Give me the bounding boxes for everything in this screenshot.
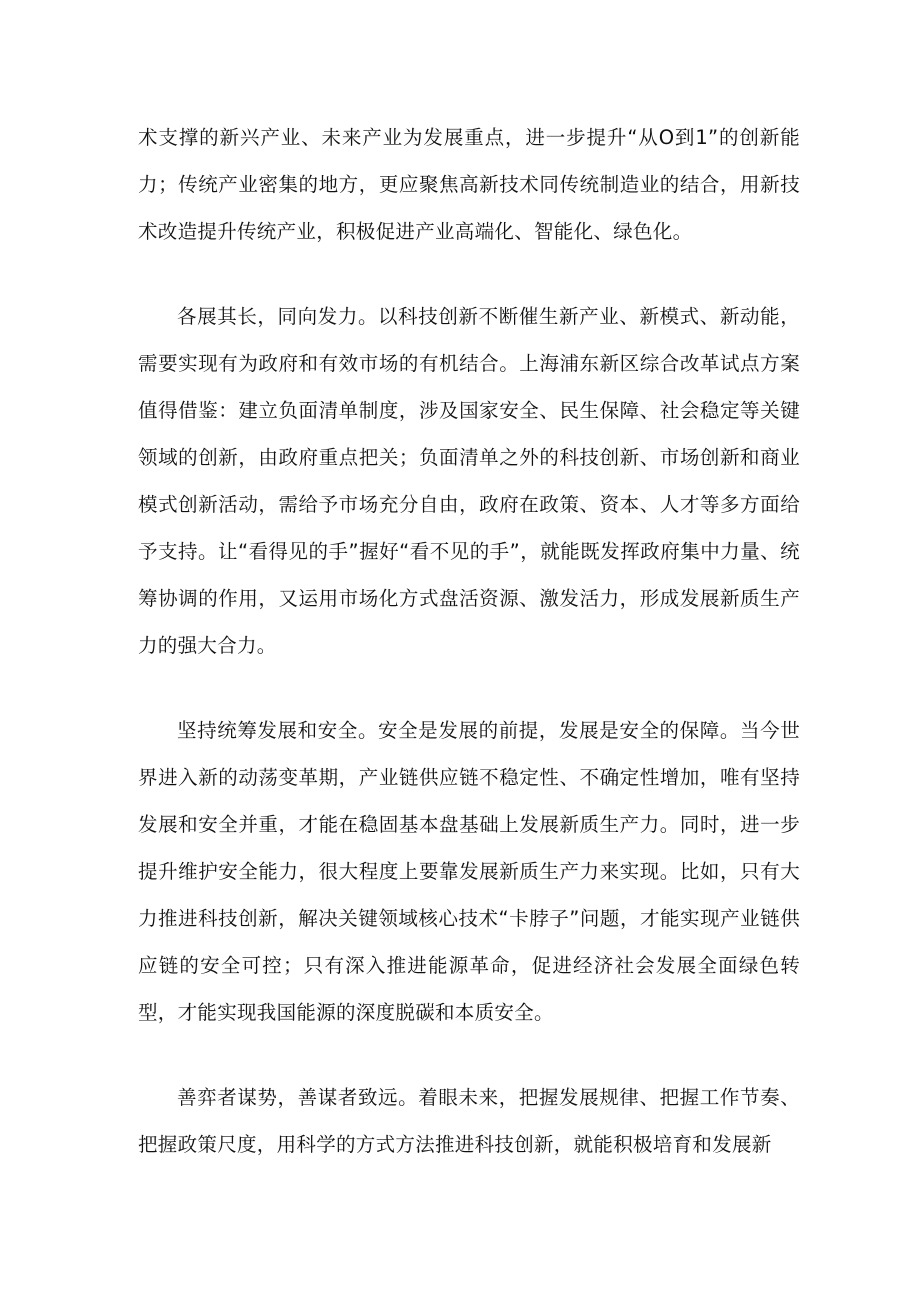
paragraph-1: 术支撑的新兴产业、未来产业为发展重点，进一步提升“从O到1”的创新能力；传统产业密集的地方，更应聚焦高新技术同传统制造业的结合，用新技术改造提升传统产业，积极促进产业高端化、智能化、绿色化。 (138, 126, 800, 243)
document-page (138, 114, 800, 1168)
paragraph-2: 各展其长，同向发力。以科技创新不断催生新产业、新模式、新动能，需要实现有为政府和有效市场的有机结合。上海浦东新区综合改革试点方案值得借鉴：建立负面清单制度，涉及国家安全、民生保障、社会稳定等关键领域的创新，由政府重点把关；负面清单之外的科技创新、市场创新和商业模式创新活动，需给予市场充分自由，政府在政策、资本、人才等多方面给予支持。让“看得见的手”握好“看不见的手”，就能既发挥政府集中力量、统筹协调的作用，又运用市场化方式盘活资源、激发活力，形成发展新质生产力的强大合力。 (138, 305, 800, 657)
paragraph-4: 善弈者谋势，善谋者致远。着眼未来，把握发展规律、把握工作节奏、把握政策尺度，用科学的方式方法推进科技创新，就能积极培育和发展新 (138, 1086, 800, 1156)
paragraph-3: 坚持统筹发展和安全。安全是发展的前提，发展是安全的保障。当今世界进入新的动荡变革期，产业链供应链不稳定性、不确定性增加，唯有坚持发展和安全并重，才能在稳固基本盘基础上发展新质生产力。同时，进一步提升维护安全能力，很大程度上要靠发展新质生产力来实现。比如，只有大力推进科技创新，解决关键领域核心技术“卡脖子”问题，才能实现产业链供应链的安全可控；只有深入推进能源革命，促进经济社会发展全面绿色转型，才能实现我国能源的深度脱碳和本质安全。 (138, 719, 800, 1024)
